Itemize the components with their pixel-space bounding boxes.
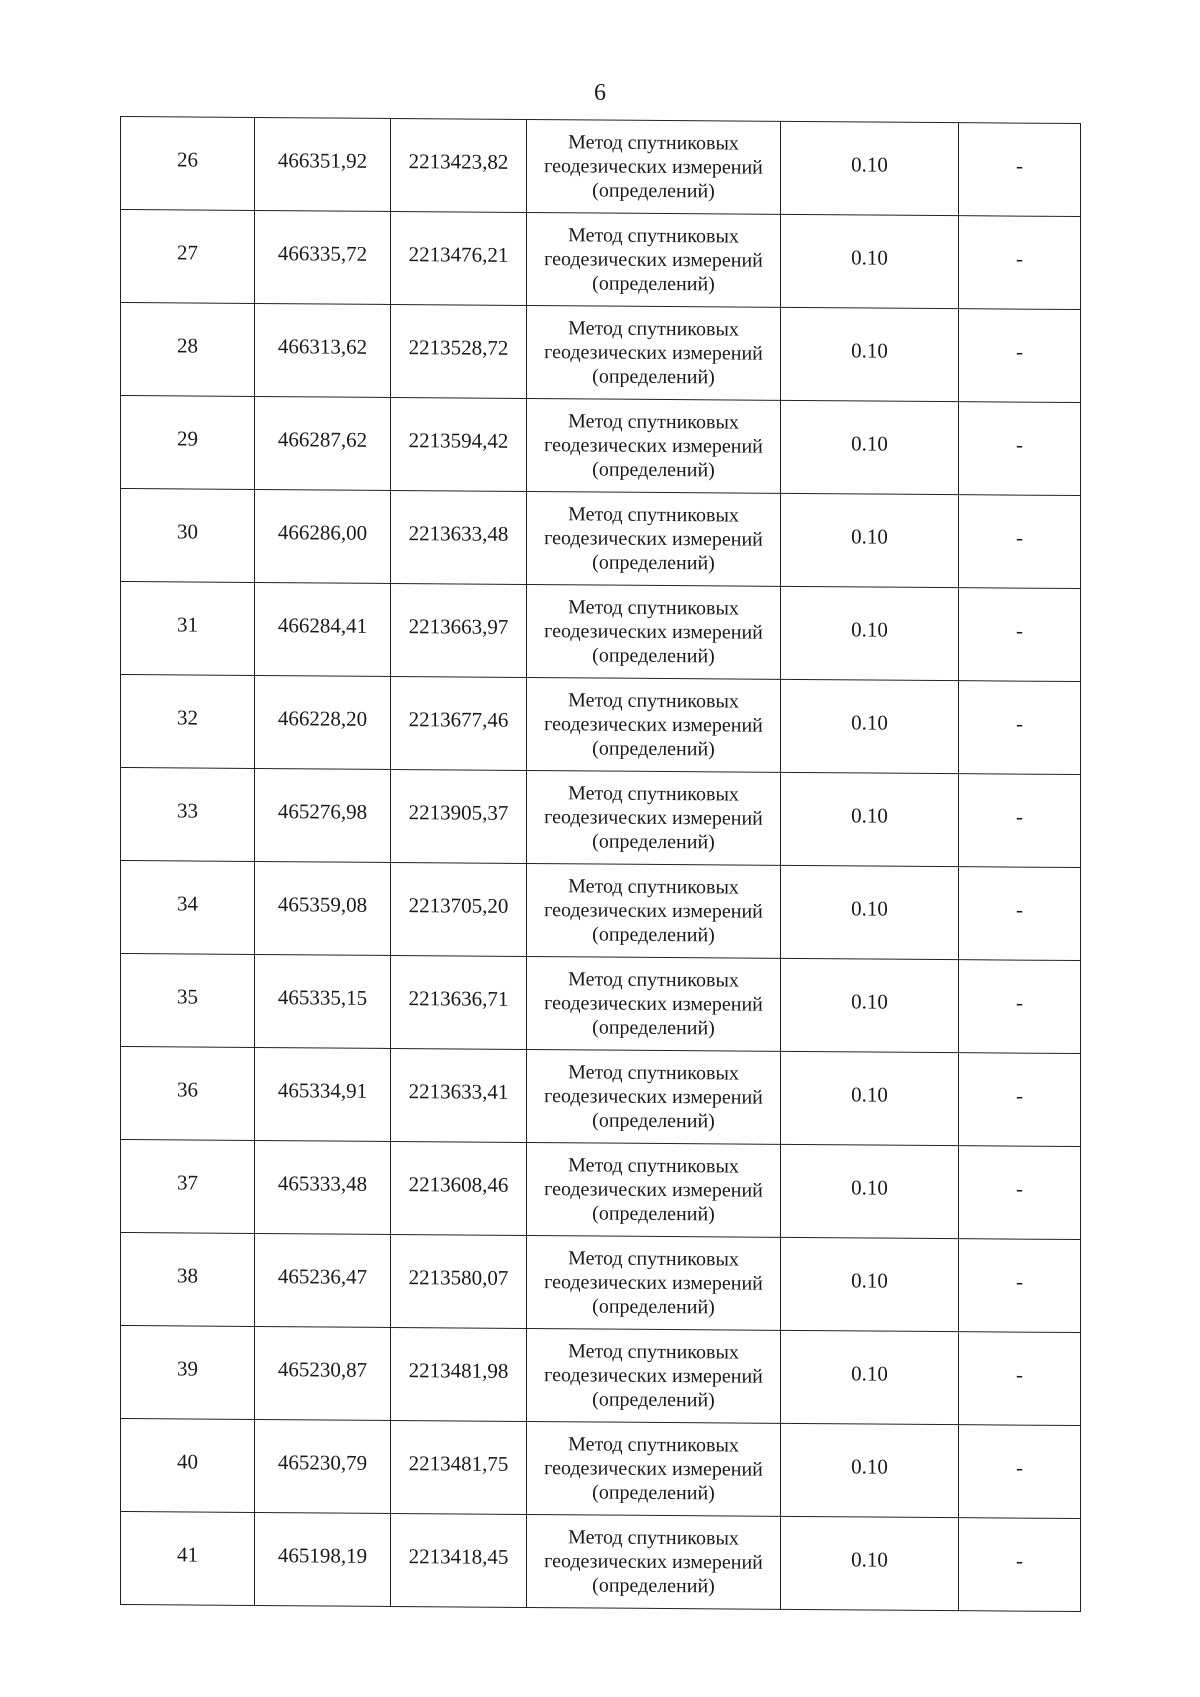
method-text-line: Метод спутниковых <box>568 689 739 713</box>
point-number-cell: 27 <box>121 210 255 304</box>
coordinates-table <box>120 116 1081 1612</box>
point-number-cell: 37 <box>121 1140 255 1234</box>
coordinates-table-wrapper <box>120 116 1080 1612</box>
y-coordinate-cell: 2213423,82 <box>391 118 527 212</box>
method-text-line: Метод спутниковых <box>568 782 739 806</box>
table-row <box>121 1512 1081 1612</box>
method-text-line: геодезических измерений <box>544 992 763 1016</box>
note-cell: - <box>959 309 1081 403</box>
table-row <box>121 303 1081 403</box>
x-coordinate-cell: 465230,79 <box>255 1419 391 1513</box>
y-coordinate-cell: 2213633,41 <box>391 1048 527 1142</box>
note-cell: - <box>959 216 1081 310</box>
note-cell: - <box>959 402 1081 496</box>
method-text-line: (определений) <box>592 644 715 668</box>
note-cell: - <box>959 1332 1081 1426</box>
y-coordinate-cell: 2213677,46 <box>391 676 527 770</box>
method-text-line: (определений) <box>592 551 715 575</box>
method-text-line: геодезических измерений <box>544 341 763 365</box>
point-number-cell: 36 <box>121 1047 255 1141</box>
method-cell <box>527 1514 781 1609</box>
y-coordinate-cell: 2213580,07 <box>391 1234 527 1328</box>
point-number-cell: 39 <box>121 1326 255 1420</box>
point-number-cell: 38 <box>121 1233 255 1327</box>
method-cell <box>527 119 781 214</box>
note-cell: - <box>959 774 1081 868</box>
table-row <box>121 582 1081 682</box>
note-cell: - <box>959 123 1081 217</box>
x-coordinate-cell: 466351,92 <box>255 117 391 211</box>
method-text-line: (определений) <box>592 1202 715 1226</box>
method-cell <box>527 956 781 1051</box>
method-cell <box>527 491 781 586</box>
method-text-line: (определений) <box>592 923 715 947</box>
x-coordinate-cell: 466284,41 <box>255 582 391 676</box>
point-number-cell: 31 <box>121 582 255 676</box>
y-coordinate-cell: 2213594,42 <box>391 397 527 491</box>
note-cell: - <box>959 1425 1081 1519</box>
note-cell: - <box>959 495 1081 589</box>
y-coordinate-cell: 2213905,37 <box>391 769 527 863</box>
method-text-line: Метод спутниковых <box>568 503 739 527</box>
method-cell <box>527 863 781 958</box>
method-text-line: Метод спутниковых <box>568 1526 739 1550</box>
point-number-cell: 40 <box>121 1419 255 1513</box>
method-text-line: (определений) <box>592 1109 715 1133</box>
method-text-line: (определений) <box>592 458 715 482</box>
method-text-line: (определений) <box>592 365 715 389</box>
method-text-line: геодезических измерений <box>544 899 763 923</box>
method-cell <box>527 1421 781 1516</box>
table-row <box>121 1419 1081 1519</box>
method-text-line: геодезических измерений <box>544 155 763 179</box>
x-coordinate-cell: 465359,08 <box>255 861 391 955</box>
y-coordinate-cell: 2213633,48 <box>391 490 527 584</box>
method-text-line: Метод спутниковых <box>568 317 739 341</box>
method-text-line: геодезических измерений <box>544 434 763 458</box>
method-text-line: геодезических измерений <box>544 1550 763 1574</box>
point-number-cell: 29 <box>121 396 255 490</box>
note-cell: - <box>959 960 1081 1054</box>
accuracy-cell: 0.10 <box>781 772 959 866</box>
y-coordinate-cell: 2213663,97 <box>391 583 527 677</box>
accuracy-cell: 0.10 <box>781 1144 959 1238</box>
method-text-line: (определений) <box>592 179 715 203</box>
method-text-line: геодезических измерений <box>544 1457 763 1481</box>
accuracy-cell: 0.10 <box>781 1330 959 1424</box>
note-cell: - <box>959 867 1081 961</box>
accuracy-cell: 0.10 <box>781 121 959 215</box>
table-row <box>121 675 1081 775</box>
method-text-line: Метод спутниковых <box>568 596 739 620</box>
method-cell <box>527 398 781 493</box>
method-cell <box>527 770 781 865</box>
table-row <box>121 489 1081 589</box>
method-text-line: Метод спутниковых <box>568 875 739 899</box>
point-number-cell: 34 <box>121 861 255 955</box>
method-cell <box>527 212 781 307</box>
accuracy-cell: 0.10 <box>781 307 959 401</box>
accuracy-cell: 0.10 <box>781 865 959 959</box>
point-number-cell: 30 <box>121 489 255 583</box>
method-cell <box>527 1235 781 1330</box>
method-text-line: геодезических измерений <box>544 527 763 551</box>
method-text-line: Метод спутниковых <box>568 1247 739 1271</box>
method-text-line: (определений) <box>592 830 715 854</box>
point-number-cell: 26 <box>121 117 255 211</box>
accuracy-cell: 0.10 <box>781 1051 959 1145</box>
y-coordinate-cell: 2213636,71 <box>391 955 527 1049</box>
accuracy-cell: 0.10 <box>781 958 959 1052</box>
method-text-line: Метод спутниковых <box>568 131 739 155</box>
table-row <box>121 117 1081 217</box>
method-cell <box>527 677 781 772</box>
method-text-line: Метод спутниковых <box>568 1061 739 1085</box>
note-cell: - <box>959 1239 1081 1333</box>
accuracy-cell: 0.10 <box>781 1237 959 1331</box>
method-text-line: (определений) <box>592 1481 715 1505</box>
y-coordinate-cell: 2213705,20 <box>391 862 527 956</box>
method-text-line: геодезических измерений <box>544 713 763 737</box>
note-cell: - <box>959 1053 1081 1147</box>
method-text-line: Метод спутниковых <box>568 1340 739 1364</box>
point-number-cell: 41 <box>121 1512 255 1606</box>
table-row <box>121 396 1081 496</box>
method-text-line: Метод спутниковых <box>568 1154 739 1178</box>
method-cell <box>527 305 781 400</box>
x-coordinate-cell: 465335,15 <box>255 954 391 1048</box>
point-number-cell: 32 <box>121 675 255 769</box>
method-cell <box>527 1328 781 1423</box>
x-coordinate-cell: 466335,72 <box>255 210 391 304</box>
table-row <box>121 1326 1081 1426</box>
table-row <box>121 1140 1081 1240</box>
y-coordinate-cell: 2213608,46 <box>391 1141 527 1235</box>
method-text-line: Метод спутниковых <box>568 224 739 248</box>
method-text-line: Метод спутниковых <box>568 1433 739 1457</box>
x-coordinate-cell: 466287,62 <box>255 396 391 490</box>
x-coordinate-cell: 466286,00 <box>255 489 391 583</box>
table-row <box>121 1047 1081 1147</box>
method-cell <box>527 584 781 679</box>
point-number-cell: 33 <box>121 768 255 862</box>
table-row <box>121 1233 1081 1333</box>
x-coordinate-cell: 466228,20 <box>255 675 391 769</box>
accuracy-cell: 0.10 <box>781 1423 959 1517</box>
y-coordinate-cell: 2213476,21 <box>391 211 527 305</box>
method-text-line: (определений) <box>592 1016 715 1040</box>
coordinates-table-body <box>121 117 1081 1612</box>
point-number-cell: 28 <box>121 303 255 397</box>
x-coordinate-cell: 465230,87 <box>255 1326 391 1420</box>
x-coordinate-cell: 465198,19 <box>255 1512 391 1606</box>
method-text-line: (определений) <box>592 272 715 296</box>
method-text-line: геодезических измерений <box>544 806 763 830</box>
x-coordinate-cell: 466313,62 <box>255 303 391 397</box>
method-text-line: (определений) <box>592 1295 715 1319</box>
method-text-line: Метод спутниковых <box>568 968 739 992</box>
point-number-cell: 35 <box>121 954 255 1048</box>
page-number: 6 <box>594 80 606 106</box>
note-cell: - <box>959 1146 1081 1240</box>
method-text-line: геодезических измерений <box>544 620 763 644</box>
accuracy-cell: 0.10 <box>781 1516 959 1610</box>
y-coordinate-cell: 2213481,98 <box>391 1327 527 1421</box>
table-row <box>121 861 1081 961</box>
x-coordinate-cell: 465333,48 <box>255 1140 391 1234</box>
accuracy-cell: 0.10 <box>781 214 959 308</box>
note-cell: - <box>959 588 1081 682</box>
accuracy-cell: 0.10 <box>781 493 959 587</box>
accuracy-cell: 0.10 <box>781 400 959 494</box>
method-text-line: геодезических измерений <box>544 1085 763 1109</box>
method-text-line: (определений) <box>592 1388 715 1412</box>
method-text-line: геодезических измерений <box>544 1364 763 1388</box>
method-text-line: геодезических измерений <box>544 1178 763 1202</box>
method-text-line: Метод спутниковых <box>568 410 739 434</box>
table-row <box>121 768 1081 868</box>
method-cell <box>527 1049 781 1144</box>
table-row <box>121 210 1081 310</box>
method-text-line: геодезических измерений <box>544 248 763 272</box>
accuracy-cell: 0.10 <box>781 586 959 680</box>
y-coordinate-cell: 2213418,45 <box>391 1513 527 1607</box>
y-coordinate-cell: 2213528,72 <box>391 304 527 398</box>
method-text-line: (определений) <box>592 737 715 761</box>
method-cell <box>527 1142 781 1237</box>
accuracy-cell: 0.10 <box>781 679 959 773</box>
note-cell: - <box>959 681 1081 775</box>
method-text-line: (определений) <box>592 1574 715 1598</box>
x-coordinate-cell: 465236,47 <box>255 1233 391 1327</box>
x-coordinate-cell: 465334,91 <box>255 1047 391 1141</box>
note-cell: - <box>959 1518 1081 1612</box>
table-row <box>121 954 1081 1054</box>
y-coordinate-cell: 2213481,75 <box>391 1420 527 1514</box>
method-text-line: геодезических измерений <box>544 1271 763 1295</box>
x-coordinate-cell: 465276,98 <box>255 768 391 862</box>
